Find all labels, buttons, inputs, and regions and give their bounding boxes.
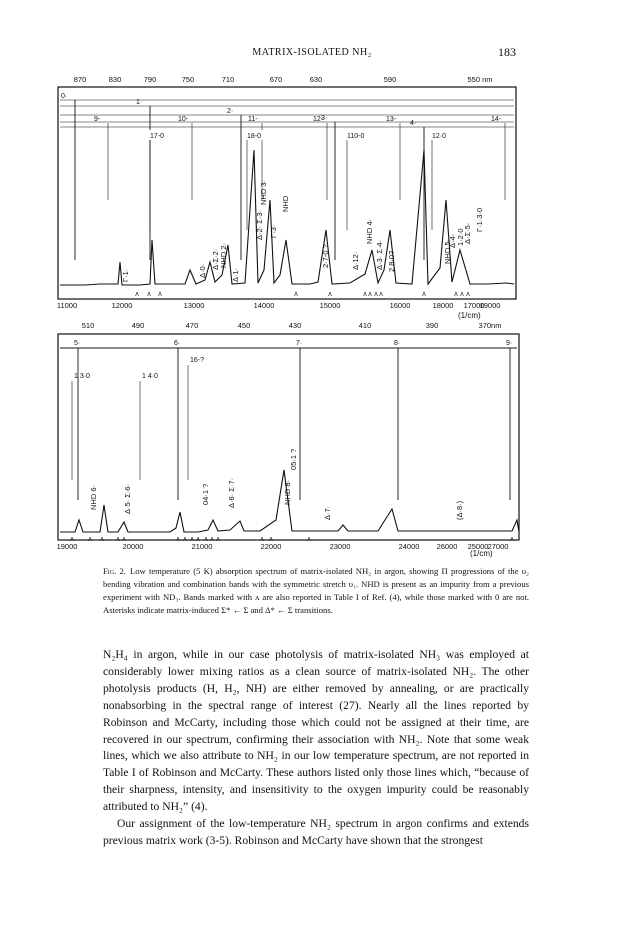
lower-spectrum-panel xyxy=(57,321,519,558)
wavenumber-tick-label: 20000 xyxy=(122,542,144,551)
report-marker: ʌ xyxy=(204,536,208,543)
combo-progression-label: 1 3·0 xyxy=(74,373,90,380)
body-text xyxy=(103,647,529,850)
paragraph: N₂H₄ in argon, while in our case photolysis of matrix-isolated NH₃ was employed at considerably lower mixing ratios as a clean source of matrix-isolated NH₂. The other photolysis products (H, H₂, NH) are either removed by annealing, or are practically nonabsorbing in the spectral range of interest (27). Nearly all the lines reported by Robinson and McCarty, including those which could not be assigned at their time, are recovered in our spectrum, confirming their association with NH₂. Note that some weak lines, which we also attribute to NH₂ in our low temperature spectrum, are not reported in Table I of Robinson and McCarty. These authors listed only those lines which, “because of their sharpness, intensity, and insensitivity to the oxygen impurity could be reasonably attributed to NH₂” (4). xyxy=(103,648,529,814)
lower-wavenumber-axis xyxy=(57,542,509,551)
nm-tick-label: 450 xyxy=(237,321,251,330)
peak-label: 1·2·0 xyxy=(456,228,465,246)
nm-tick-label: 590 xyxy=(383,75,397,84)
report-marker: ʌ xyxy=(363,291,367,298)
nm-tick-label: 670 xyxy=(269,75,283,84)
figure-label: Fig. 2. xyxy=(103,566,126,576)
report-marker: ʌ xyxy=(466,291,470,298)
upper-wavenumber-axis xyxy=(57,301,501,310)
report-marker: ʌ xyxy=(216,536,220,543)
wavenumber-tick-label: 11000 xyxy=(56,301,78,310)
report-marker: ʌ xyxy=(135,291,139,298)
progression-label: 8· xyxy=(394,340,401,347)
upper-spectrum-panel xyxy=(57,75,516,320)
peak-label: NHD 3· xyxy=(259,179,268,205)
report-marker: ʌ xyxy=(176,536,180,543)
nm-tick-label: 790 xyxy=(143,75,157,84)
fine-progression-label: 11- xyxy=(248,116,258,123)
peak-label: Δ·7· xyxy=(323,505,332,520)
wavenumber-tick-label: 26000 xyxy=(436,542,458,551)
report-marker: ʌ xyxy=(294,291,298,298)
paragraph: Our assignment of the low-temperature NH₂ spectrum in argon confirms and extends previous matrix work (3-5). Robinson and McCarty have shown that the strongest xyxy=(103,817,529,847)
report-marker: ʌ xyxy=(379,291,383,298)
fine-progression-label: 13- xyxy=(386,116,397,123)
wavenumber-tick-label: 13000 xyxy=(183,301,205,310)
report-marker: ʌ xyxy=(454,291,458,298)
peak-label: Δ·Σ·2· xyxy=(211,248,220,270)
report-marker: ʌ xyxy=(158,291,162,298)
report-marker: ʌ xyxy=(269,536,273,543)
progression-label: 4· xyxy=(410,120,417,127)
report-marker: ʌ xyxy=(100,536,104,543)
wavenumber-tick-label: 17000 xyxy=(463,301,485,310)
peak-label: Γ·3· xyxy=(269,224,278,238)
nm-tick-label: 370nm xyxy=(478,321,502,330)
upper-axis-unit: (1/cm) xyxy=(458,311,481,320)
fine-progression-label: 12- xyxy=(313,116,324,123)
peak-label: NHD 5· xyxy=(443,238,452,264)
peak-label: 05·1 ? xyxy=(289,448,298,470)
page-number: 183 xyxy=(498,45,516,59)
wavenumber-tick-label: 22000 xyxy=(260,542,282,551)
fine-progression-label: 9- xyxy=(94,116,101,123)
upper-report-markers xyxy=(135,291,470,298)
report-marker: ʌ xyxy=(190,536,194,543)
wavenumber-tick-label: 18000 xyxy=(432,301,454,310)
lower-peak-labels xyxy=(89,449,464,520)
peak-label: NHD 8· xyxy=(283,479,292,505)
upper-nm-axis xyxy=(74,75,493,84)
peak-label: NHD xyxy=(281,195,290,212)
peak-label: Δ·0· xyxy=(198,263,207,278)
peak-label: 2·7-0 ? xyxy=(321,244,330,268)
peak-label: NHD 4· xyxy=(365,218,374,244)
nm-tick-label: 510 xyxy=(81,321,95,330)
report-marker: ʌ xyxy=(368,291,372,298)
running-title: MATRIX-ISOLATED NH₂ xyxy=(252,47,372,58)
wavenumber-tick-label: 27000 xyxy=(487,542,509,551)
upper-frame xyxy=(58,87,516,299)
report-marker: ʌ xyxy=(196,536,200,543)
progression-label: 7· xyxy=(296,340,303,347)
report-marker: ʌ xyxy=(116,536,120,543)
progression-label: 3· xyxy=(321,115,328,122)
report-marker: ʌ xyxy=(122,536,126,543)
combo-progression-label: 16-? xyxy=(190,357,205,364)
lower-nm-axis xyxy=(82,321,502,330)
peak-label: Δ·5· Σ·6· xyxy=(123,483,132,514)
wavenumber-tick-label: 15000 xyxy=(319,301,341,310)
peak-label: Γ·1· xyxy=(121,268,130,282)
peak-label: Δ·4· xyxy=(448,233,457,248)
lower-progression-markers xyxy=(60,340,517,500)
nm-tick-label: 490 xyxy=(131,321,145,330)
nm-tick-label: 550 nm xyxy=(467,75,493,84)
upper-peak-labels xyxy=(121,180,484,282)
report-marker: ʌ xyxy=(70,536,74,543)
fine-progression-label: 10- xyxy=(178,116,189,123)
nm-tick-label: 430 xyxy=(288,321,302,330)
combo-progression-label: 18-0 xyxy=(247,133,262,140)
report-marker: ʌ xyxy=(510,536,514,543)
peak-label: Δ·6· Σ·7· xyxy=(227,477,236,508)
peak-label: Δ·Σ·5· xyxy=(463,222,472,244)
wavenumber-tick-label: 19000 xyxy=(56,542,78,551)
progression-label: 2· xyxy=(227,108,234,115)
peak-label: 04·1 ? xyxy=(201,483,210,505)
figure-caption xyxy=(103,565,529,617)
nm-tick-label: 390 xyxy=(425,321,439,330)
nm-tick-label: 410 xyxy=(358,321,372,330)
wavenumber-tick-label: 19000 xyxy=(479,301,501,310)
caption-text: Low temperature (5 K) absorption spectrum of matrix-isolated NH₂ in argon, showing Π progressions of the υ₂ bending vibration and combination bands with the symmetric stretch υ₁. NHD is present as an impurity from a previous experiment with ND₃. Bands marked with ʌ are also reported in Table I of Ref. (4), while those marked with 0 are not. Asterisks indicate matrix-induced Σ* ← Σ and Δ* ← Σ transitions. xyxy=(103,566,530,615)
wavenumber-tick-label: 12000 xyxy=(111,301,133,310)
combo-progression-label: 17-0 xyxy=(150,133,165,140)
peak-label: Δ·1· xyxy=(231,267,240,282)
report-marker: ʌ xyxy=(328,291,332,298)
report-marker: ʌ xyxy=(147,291,151,298)
report-marker: ʌ xyxy=(88,536,92,543)
report-marker: ʌ xyxy=(183,536,187,543)
wavenumber-tick-label: 25000 xyxy=(467,542,489,551)
peak-label: 2 8·0? xyxy=(387,250,396,272)
peak-label: (Δ·8·) xyxy=(455,500,464,520)
progression-label: 1· xyxy=(136,99,143,106)
wavenumber-tick-label: 23000 xyxy=(329,542,351,551)
report-marker: ʌ xyxy=(210,536,214,543)
combo-progression-label: 110-0 xyxy=(347,133,365,140)
upper-progression-markers xyxy=(60,93,514,260)
peak-label: Δ·12· xyxy=(351,251,360,270)
nm-tick-label: 870 xyxy=(73,75,87,84)
report-marker: ʌ xyxy=(422,291,426,298)
progression-label: 0· xyxy=(61,93,68,100)
peak-label: Γ·1·3·0 xyxy=(475,207,484,232)
lower-axis-unit: (1/cm) xyxy=(470,549,493,558)
peak-label: Δ·2· Σ·3· xyxy=(255,209,264,240)
wavenumber-tick-label: 24000 xyxy=(398,542,420,551)
nm-tick-label: 750 xyxy=(181,75,195,84)
report-marker: ʌ xyxy=(260,536,264,543)
progression-label: 9· xyxy=(506,340,513,347)
nm-tick-label: 830 xyxy=(108,75,122,84)
peak-label: NHD 2· xyxy=(219,242,228,268)
report-marker: ʌ xyxy=(307,536,311,543)
peak-label: Δ·3· Σ·4· xyxy=(375,239,384,270)
wavenumber-tick-label: 16000 xyxy=(389,301,411,310)
report-marker: ʌ xyxy=(460,291,464,298)
nm-tick-label: 710 xyxy=(221,75,235,84)
combo-progression-label: 1 4·0 xyxy=(142,373,158,380)
wavenumber-tick-label: 14000 xyxy=(253,301,275,310)
progression-label: 6· xyxy=(174,340,181,347)
peak-label: NHD 6· xyxy=(89,484,98,510)
progression-label: 5· xyxy=(74,340,81,347)
fine-progression-label: 14- xyxy=(491,116,502,123)
report-marker: ʌ xyxy=(374,291,378,298)
nm-tick-label: 630 xyxy=(309,75,323,84)
combo-progression-label: 12·0 xyxy=(432,133,447,140)
nm-tick-label: 470 xyxy=(185,321,199,330)
wavenumber-tick-label: 21000 xyxy=(191,542,213,551)
